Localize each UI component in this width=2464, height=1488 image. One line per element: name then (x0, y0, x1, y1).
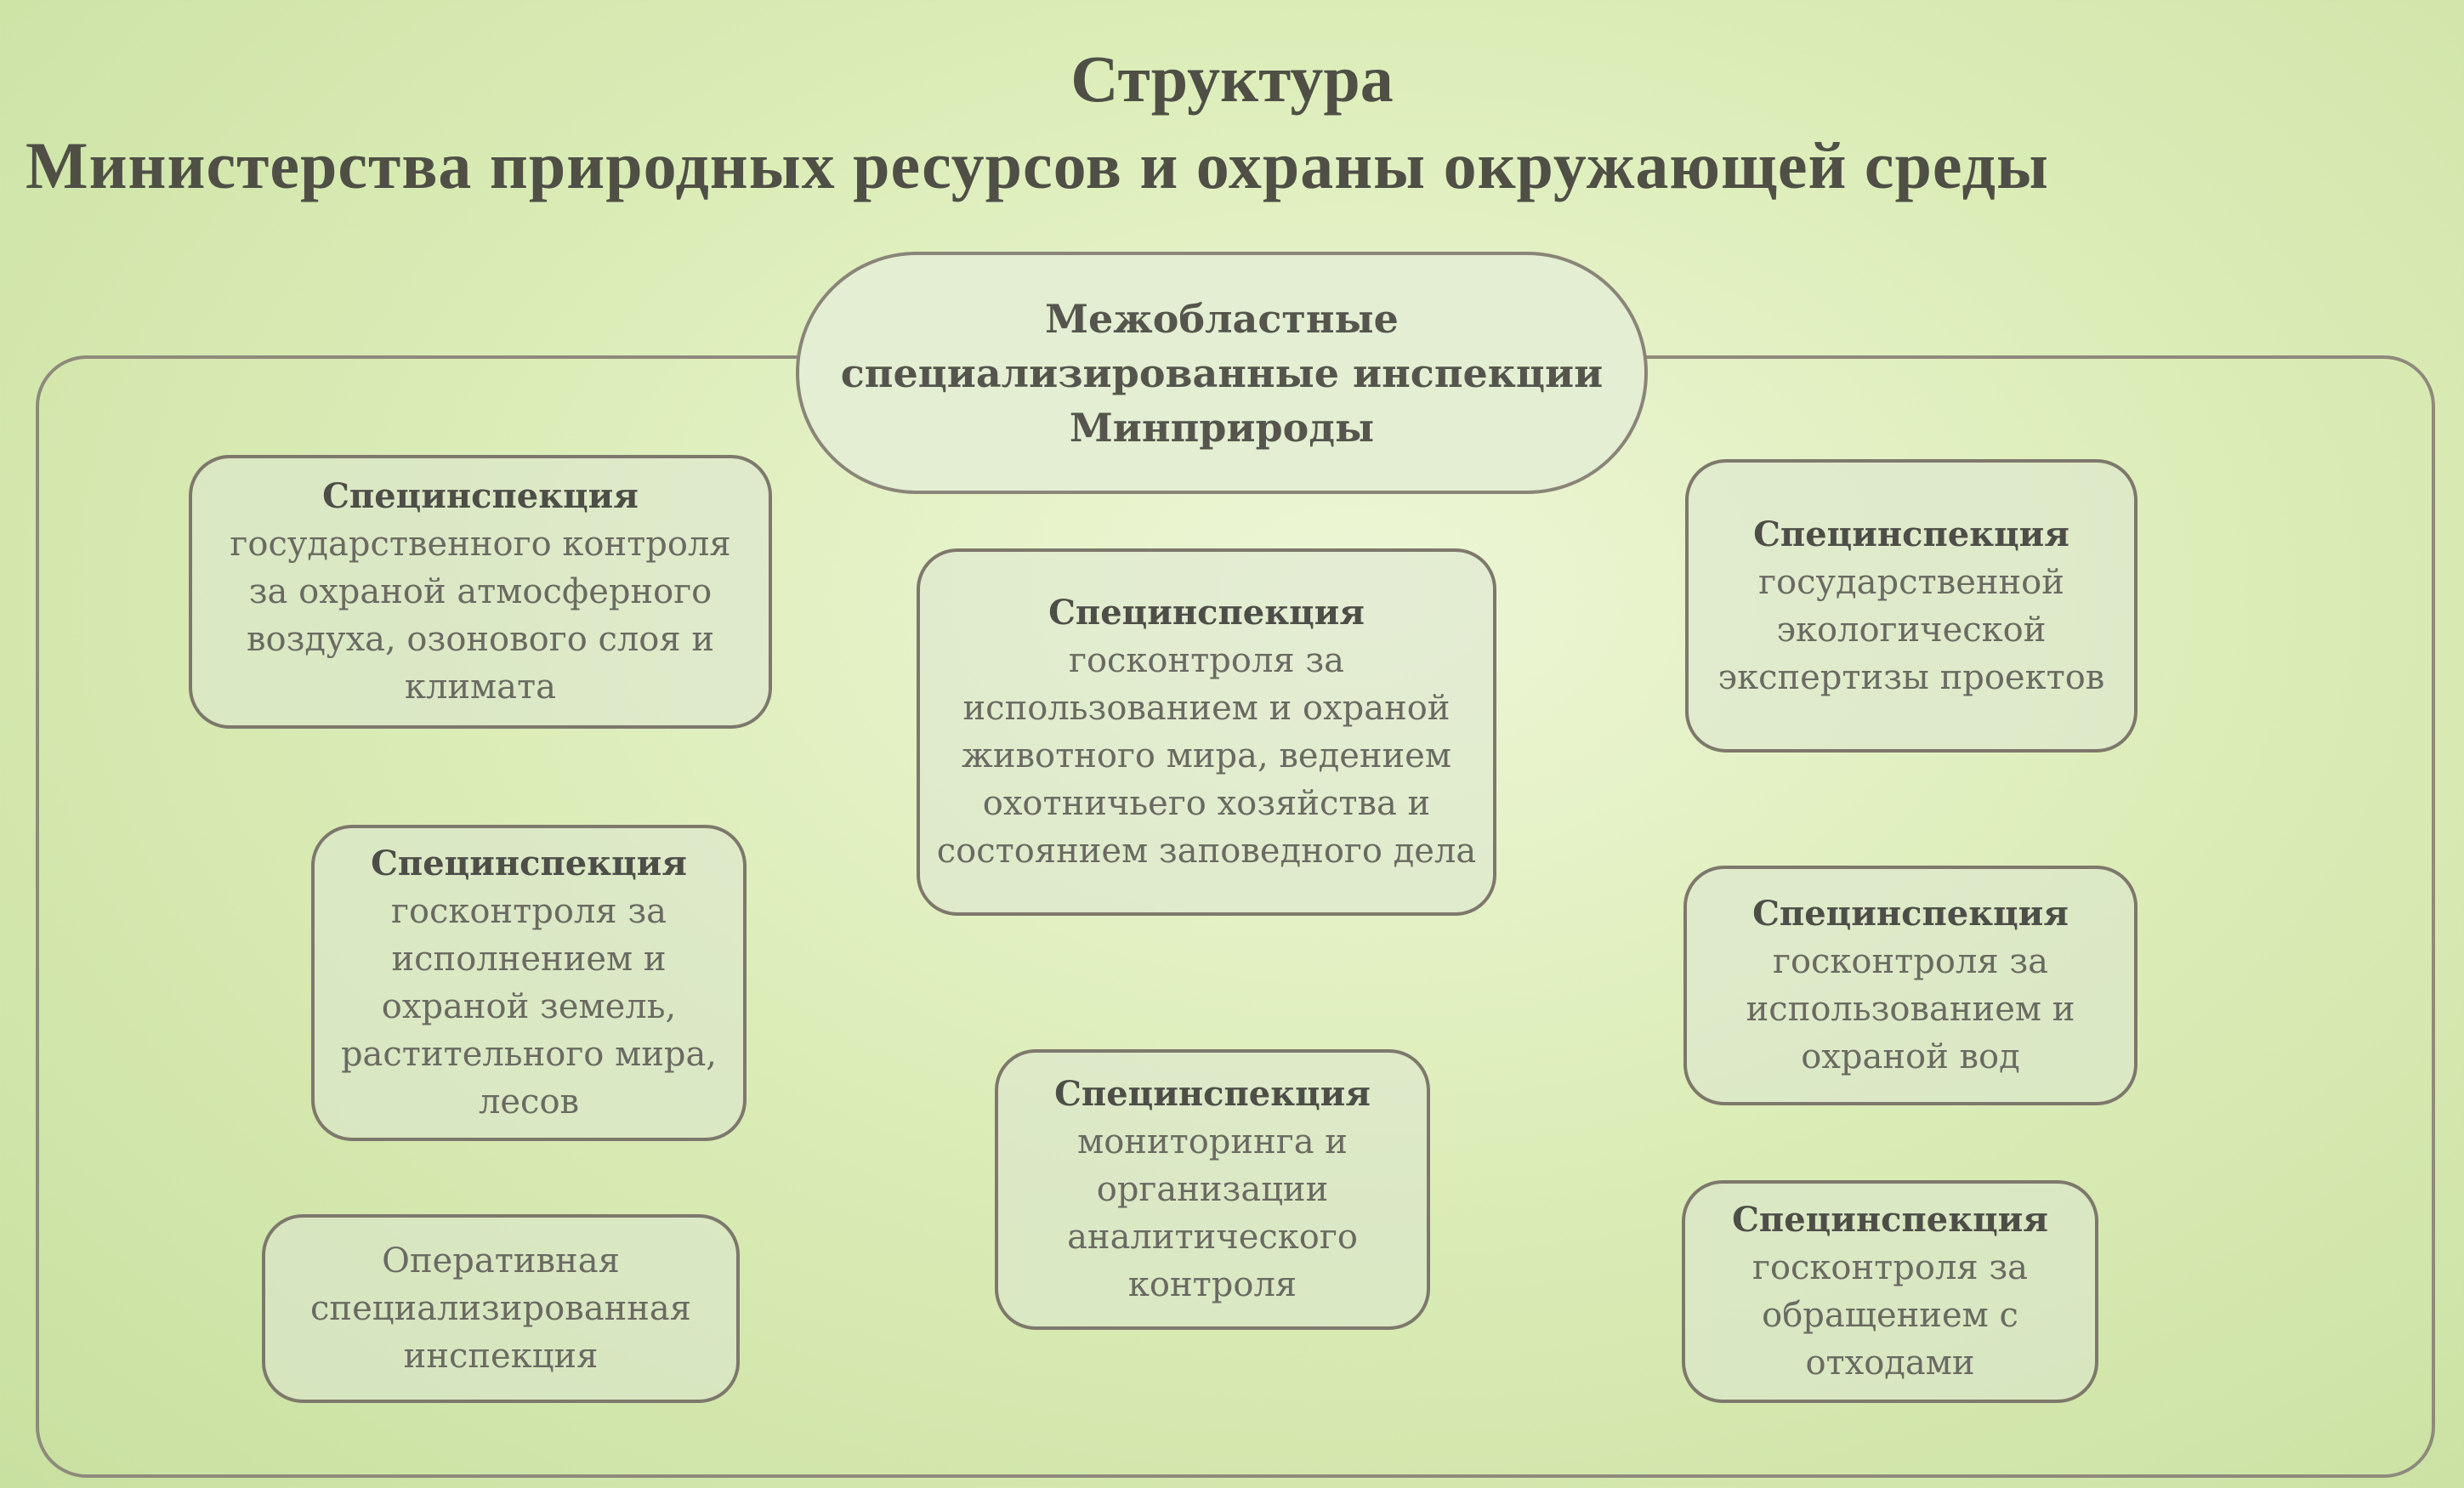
box-fauna-inspection (917, 548, 1496, 916)
box-waters-inspection (1683, 866, 2138, 1105)
top-node-label: Межобластные специализированные инспекции Минприроды (840, 295, 1604, 451)
box-waste-inspection (1682, 1180, 2098, 1403)
box-head: Специнспекция (322, 476, 639, 516)
box-body: госконтроля за обращением с отходами (1751, 1248, 2029, 1383)
box-head: Специнспекция (1054, 1074, 1371, 1114)
box-body: государственного контроля за охраной атмосферного воздуха, озонового слоя и климата (230, 525, 731, 707)
box-expertise-inspection (1685, 459, 2138, 753)
box-head: Специнспекция (1752, 894, 2069, 934)
diagram-subtitle: Министерства природных ресурсов и охраны окружающей среды (26, 128, 2049, 202)
box-body: Оперативная специализированная инспекция (310, 1241, 691, 1376)
box-operative-inspection (262, 1214, 740, 1403)
top-node-interregional-inspections (796, 252, 1648, 494)
box-head: Специнспекция (371, 843, 687, 883)
box-head: Специнспекция (1753, 514, 2069, 554)
box-head: Специнспекция (1048, 593, 1365, 633)
box-lands-inspection (311, 825, 747, 1141)
box-body: мониторинга и организации аналитического контроля (1067, 1122, 1358, 1304)
box-monitoring-inspection (995, 1049, 1430, 1330)
box-air-inspection (189, 455, 772, 729)
box-body: госконтроля за использованием и охраной вод (1746, 942, 2075, 1076)
box-body: госконтроля за исполнением и охраной земель, растительного мира, лесов (340, 892, 718, 1122)
diagram-title: Структура (1070, 42, 1394, 116)
box-body: госконтроля за использованием и охраной животного мира, ведением охотничьего хозяйства и состоянием заповедного дела (936, 641, 1477, 871)
box-head: Специнспекция (1732, 1200, 2048, 1240)
box-body: государственной экологической экспертизы проектов (1717, 562, 2105, 697)
